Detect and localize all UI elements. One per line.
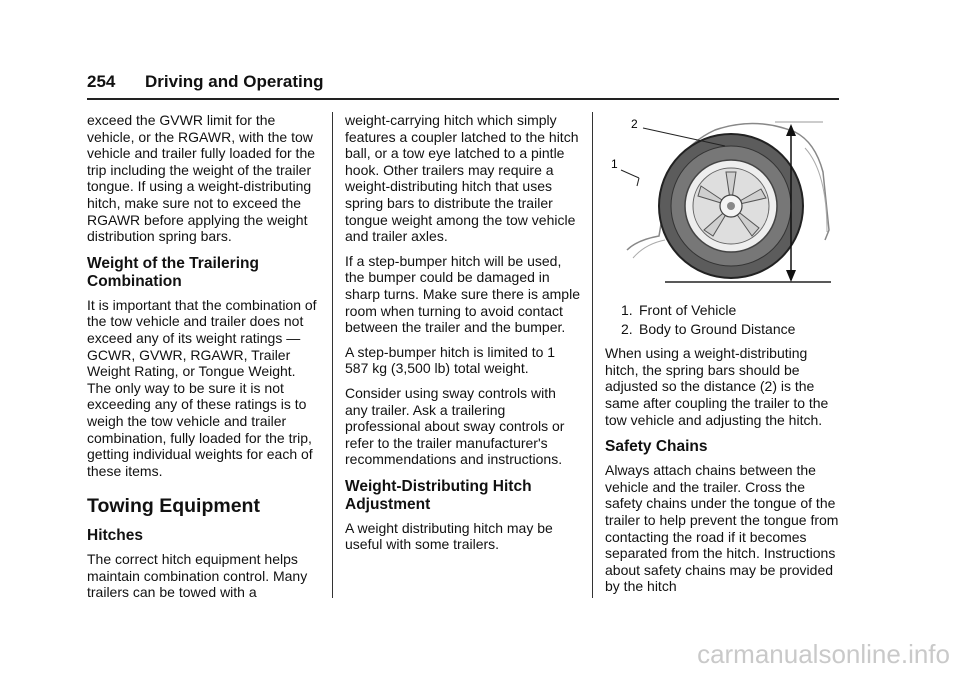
figure-captions xyxy=(605,302,841,337)
paragraph: When using a weight-distributing hitch, the spring bars should be adjusted so the distance (2) is the same after coupling the trailer to the tow vehicle and adjusting the hitch. xyxy=(605,345,829,428)
page-number: 254 xyxy=(87,72,116,91)
column-divider-1 xyxy=(332,112,333,598)
paragraph: A step-bumper hitch is limited to 1 587 kg (3,500 lb) total weight. xyxy=(345,343,556,377)
column-2 xyxy=(345,112,581,561)
paragraph: The correct hitch equipment helps maintain combination control. Many trailers can be towed with a xyxy=(87,551,308,601)
column-divider-2 xyxy=(592,112,593,598)
heading-weight-distributing-hitch-adjustment: Weight-Distributing Hitch Adjustment xyxy=(345,477,532,513)
wheel-drawing xyxy=(605,112,841,292)
paragraph: Consider using sway controls with any trailer. Ask a trailering professional about sway controls or refer to the trailer manufacturer's recommendations and instructions. xyxy=(345,384,565,468)
paragraph: If a step-bumper hitch will be used, the bumper could be damaged in sharp turns. Make sure there is ample room when turning to avoid contact between the trailer and the bumper. xyxy=(345,252,580,336)
hub-center xyxy=(727,202,735,210)
heading-safety-chains: Safety Chains xyxy=(605,438,708,456)
paragraph: weight-carrying hitch which simply features a coupler latched to the hitch ball, or a tow eye latched to a pintle hook. Other trailers may require a weight-distributing hitch that uses spring bars to distribute the trailer tongue weight among the tow vehicle and trailer axles. xyxy=(345,112,579,245)
callout-1-leader xyxy=(621,170,639,178)
wheel-illustration xyxy=(605,112,841,292)
header-rule xyxy=(87,98,839,100)
heading-hitches: Hitches xyxy=(87,527,143,545)
paragraph: exceed the GVWR limit for the vehicle, or the RGAWR, with the tow vehicle and trailer fully loaded for the trip including the weight of the trailer tongue. If using a weight-distributing hitch, make sure not to exceed the RGAWR before applying the weight distribution spring bars. xyxy=(87,112,316,245)
paragraph: A weight distributing hitch may be useful with some trailers. xyxy=(345,519,553,553)
paragraph: It is important that the combination of the tow vehicle and trailer does not exceed any of its weight ratings — GCWR, GVWR, RGAWR, Trailer Weight Rating, or Tongue Weight. The only way to be sure it is not exceeding any of these ratings is to weigh the tow vehicle and trailer combination, fully loaded for the trip, getting individual weights for each of these items. xyxy=(87,296,317,479)
watermark: carmanualsonline.info xyxy=(697,639,950,669)
arrow-head-bottom xyxy=(786,270,796,282)
caption-item: 1. Front of Vehicle xyxy=(621,302,737,318)
callout-2-label: 2 xyxy=(631,117,638,131)
column-3 xyxy=(605,112,841,603)
column-1 xyxy=(87,112,323,609)
paragraph: Always attach chains between the vehicle and the trailer. Cross the safety chains under the tongue of the trailer to help prevent the tongue from contacting the road if it becomes separated from the hitch. Instructions about safety chains may be provided by the hitch xyxy=(605,462,839,595)
caption-item: 2. Body to Ground Distance xyxy=(621,320,796,337)
heading-weight-of-trailering-combination: Weight of the Trailering Combination xyxy=(87,254,259,290)
section-title: Driving and Operating xyxy=(145,72,324,91)
callout-1-label: 1 xyxy=(611,157,618,171)
heading-towing-equipment: Towing Equipment xyxy=(87,495,260,518)
